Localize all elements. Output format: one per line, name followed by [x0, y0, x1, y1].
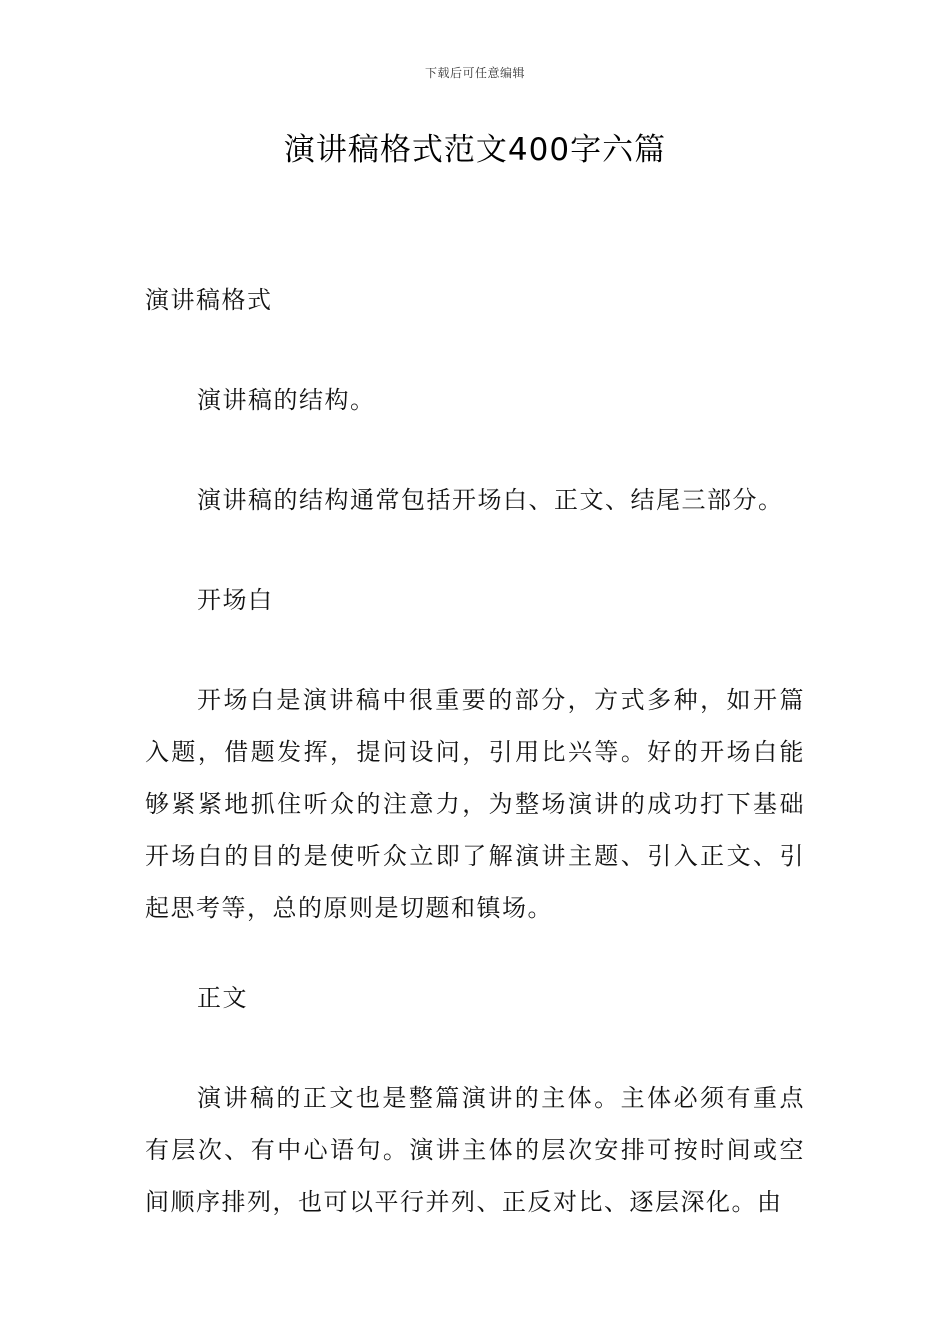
- paragraph-opening-heading: 开场白: [197, 586, 274, 614]
- download-note: 下载后可任意编辑: [424, 66, 525, 80]
- document-title: 演讲稿格式范文400字六篇: [283, 132, 667, 168]
- paragraph-opening-body: 开场白是演讲稿中很重要的部分，方式多种，如开篇入题，借题发挥，提问设问，引用比兴等。好的开场白能够紧紧地抓住听众的注意力，为整场演讲的成功打下基础开场白的目的是使听众立即了解演讲主题、引入正文、引起思考等，总的原则是切题和镇场。: [145, 686, 805, 922]
- section-heading: 演讲稿格式: [145, 286, 273, 314]
- paragraph-main-body-text: 演讲稿的正文也是整篇演讲的主体。主体必须有重点有层次、有中心语句。演讲主体的层次安排可按时间或空间顺序排列，也可以平行并列、正反对比、逐层深化。由: [145, 1084, 805, 1216]
- paragraph-structure-heading: 演讲稿的结构。: [197, 386, 376, 414]
- paragraph-main-body-heading: 正文: [197, 984, 248, 1012]
- paragraph-structure-summary: 演讲稿的结构通常包括开场白、正文、结尾三部分。: [197, 486, 784, 514]
